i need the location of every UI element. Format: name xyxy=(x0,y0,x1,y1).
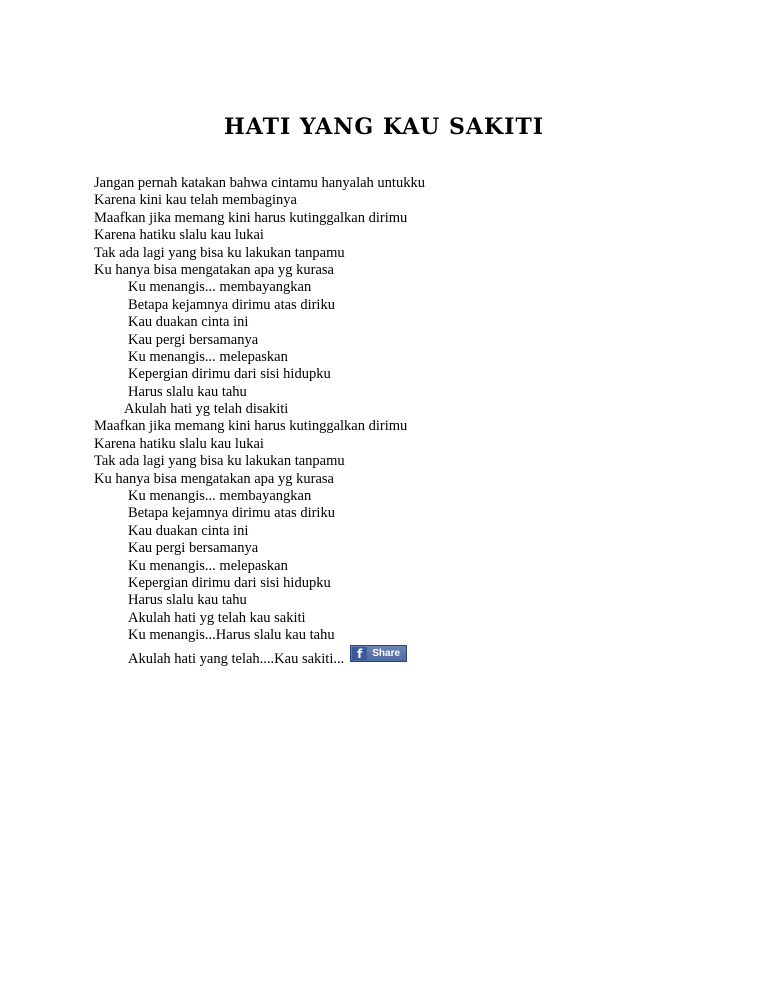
lyric-line xyxy=(94,523,694,540)
lyric-line xyxy=(94,314,694,331)
lyric-line xyxy=(94,471,694,488)
lyric-line xyxy=(94,297,694,314)
lyric-line-text: Ku menangis... melepaskan xyxy=(128,348,288,365)
lyric-line xyxy=(94,245,694,262)
lyric-line-text: Kau pergi bersamanya xyxy=(128,331,259,348)
lyric-line xyxy=(94,610,694,627)
lyric-line xyxy=(94,401,694,418)
lyric-line xyxy=(94,488,694,505)
lyric-line-text: Kau pergi bersamanya xyxy=(128,540,259,557)
lyric-line-text: Tak ada lagi yang bisa ku lakukan tanpamu xyxy=(94,244,345,261)
lyric-line xyxy=(94,175,694,192)
lyric-line xyxy=(94,418,694,435)
lyric-line-text: Ku menangis...Harus slalu kau tahu xyxy=(128,627,335,644)
lyric-line-text: Betapa kejamnya dirimu atas diriku xyxy=(128,296,335,313)
lyric-line xyxy=(94,627,694,644)
lyric-line xyxy=(94,279,694,296)
lyric-line-text: Kepergian dirimu dari sisi hidupku xyxy=(128,366,331,383)
lyric-line xyxy=(94,262,694,279)
lyric-line-text: Maafkan jika memang kini harus kutinggalkan dirimu xyxy=(94,418,408,435)
lyric-line-text: Akulah hati yang telah....Kau sakiti... xyxy=(128,650,345,667)
lyric-line xyxy=(94,192,694,209)
lyric-line xyxy=(94,384,694,401)
lyric-line-text: Akulah hati yg telah kau sakiti xyxy=(128,609,306,626)
lyric-line-text: Maafkan jika memang kini harus kutinggalkan dirimu xyxy=(94,209,408,226)
lyric-line-text: Ku menangis... melepaskan xyxy=(128,557,288,574)
lyric-line xyxy=(94,227,694,244)
lyric-line xyxy=(94,436,694,453)
lyric-line-text: Ku menangis... membayangkan xyxy=(128,488,312,505)
lyric-line xyxy=(94,505,694,522)
lyric-line-text: Tak ada lagi yang bisa ku lakukan tanpamu xyxy=(94,453,345,470)
lyric-line-text: Ku hanya bisa mengatakan apa yg kurasa xyxy=(94,261,334,278)
lyric-line-text: Jangan pernah katakan bahwa cintamu hanyalah untukku xyxy=(94,175,425,191)
lyric-line xyxy=(94,210,694,227)
lyric-line-text: Harus slalu kau tahu xyxy=(128,592,247,609)
lyric-line xyxy=(94,645,694,667)
lyric-line-text: Kau duakan cinta ini xyxy=(128,314,249,331)
lyric-line-text: Ku hanya bisa mengatakan apa yg kurasa xyxy=(94,470,334,487)
lyric-line xyxy=(94,540,694,557)
lyric-line xyxy=(94,575,694,592)
lyric-line-text: Karena hatiku slalu kau lukai xyxy=(94,227,264,244)
lyric-line-text: Karena kini kau telah membaginya xyxy=(94,192,297,209)
lyric-line-text: Akulah hati yg telah disakiti xyxy=(124,401,289,418)
lyric-line-text: Kau duakan cinta ini xyxy=(128,522,249,539)
share-button-label: Share xyxy=(372,647,401,659)
page-title: HATI YANG KAU SAKITI xyxy=(223,114,545,140)
lyric-line xyxy=(94,332,694,349)
lyric-line-text: Betapa kejamnya dirimu atas diriku xyxy=(128,505,335,522)
lyric-line-text: Ku menangis... membayangkan xyxy=(128,279,312,296)
lyric-line xyxy=(94,453,694,470)
facebook-icon: f xyxy=(352,647,367,660)
lyric-line xyxy=(94,366,694,383)
lyric-line-text: Harus slalu kau tahu xyxy=(128,383,247,400)
lyric-line xyxy=(94,349,694,366)
facebook-share-button[interactable] xyxy=(350,645,407,662)
lyric-line-text: Kepergian dirimu dari sisi hidupku xyxy=(128,574,331,591)
lyric-line-text: Karena hatiku slalu kau lukai xyxy=(94,435,264,452)
lyrics-body xyxy=(94,175,694,667)
lyric-line xyxy=(94,558,694,575)
lyric-line xyxy=(94,592,694,609)
